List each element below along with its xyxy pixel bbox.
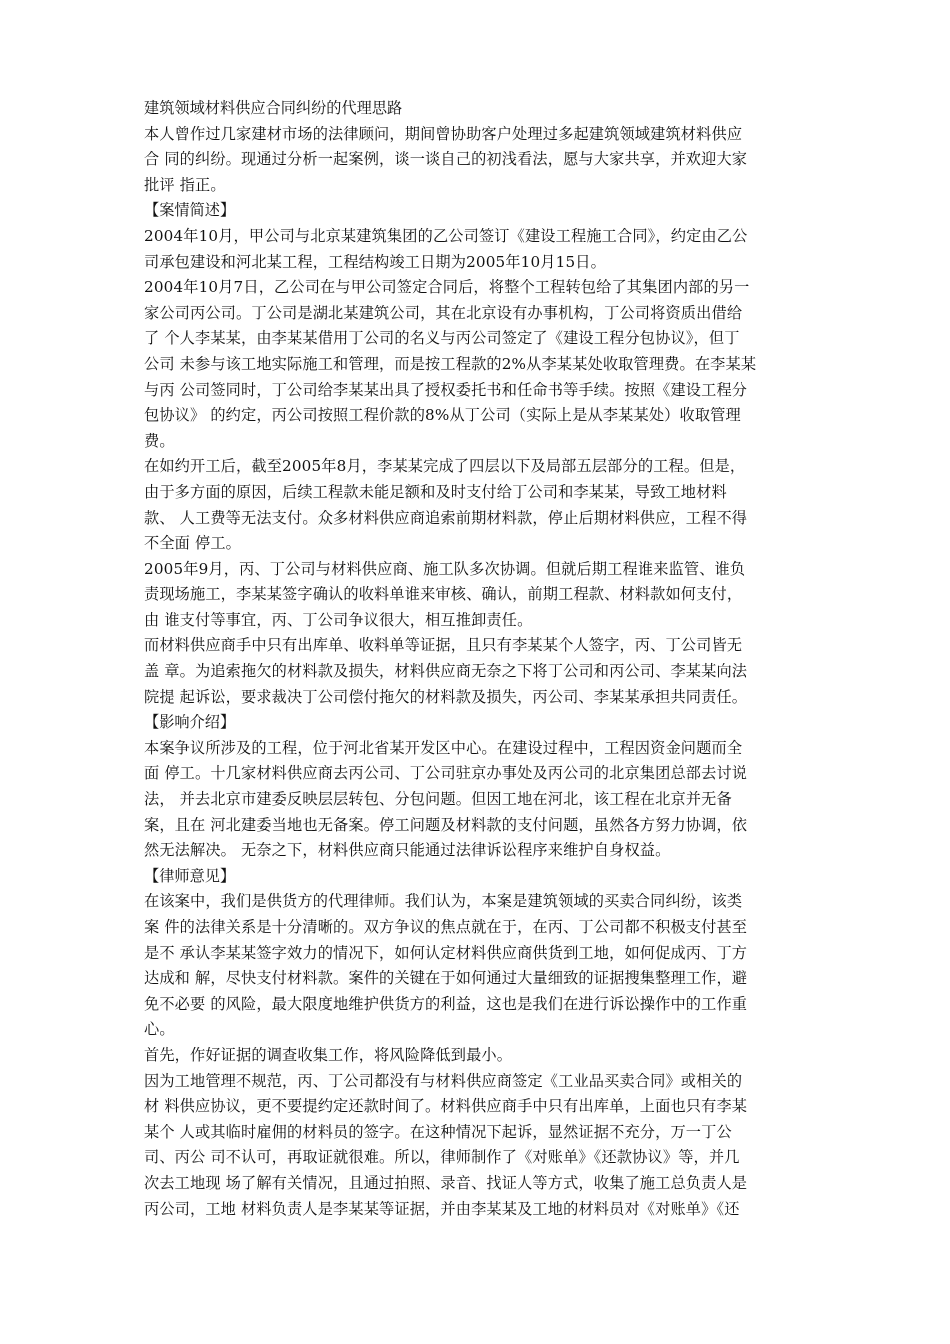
paragraph-line: 本案争议所涉及的工程，位于河北省某开发区中心。在建设过程中，工程因资金问题而全 xyxy=(144,738,743,757)
paragraph-line: 某个 人或其临时雇佣的材料员的签字。在这种情况下起诉，显然证据不充分，万一丁公 xyxy=(144,1122,732,1141)
paragraph-line: 司、丙公 司不认可，再取证就很难。所以，律师制作了《对账单》《还款协议》等，并几 xyxy=(144,1148,740,1167)
paragraph-line: 是不 承认李某某签字效力的情况下，如何认定材料供应商供货到工地，如何促成丙、丁方 xyxy=(144,943,748,962)
paragraph-line: 心。 xyxy=(144,1020,175,1039)
document-title: 建筑领域材料供应合同纠纷的代理思路 xyxy=(144,99,403,117)
paragraph-line: 2004年10月7日，乙公司在与甲公司签定合同后，将整个工程转包给了其集团内部的另一 xyxy=(144,278,750,297)
paragraph-line: 家公司丙公司。丁公司是湖北某建筑公司，其在北京设有办事机构，丁公司将资质出借给 xyxy=(144,303,743,322)
paragraph-line: 本人曾作过几家建材市场的法律顾问，期间曾协助客户处理过多起建筑领域建筑材料供应 xyxy=(144,124,743,143)
paragraph-line: 款、 人工费等无法支付。众多材料供应商追索前期材料款，停止后期材料供应，工程不得 xyxy=(144,508,748,527)
paragraph-line: 在如约开工后，截至2005年8月，李某某完成了四层以下及局部五层部分的工程。但是， xyxy=(144,457,746,476)
paragraph-line: 丙公司，工地 材料负责人是李某某等证据，并由李某某及工地的材料员对《对账单》《还 xyxy=(144,1199,740,1218)
paragraph-line: 案，且在 河北建委当地也无备案。停工问题及材料款的支付问题，虽然各方努力协调，依 xyxy=(144,815,748,834)
paragraph-line: 司承包建设和河北某工程，工程结构竣工日期为2005年10月15日。 xyxy=(144,252,606,271)
paragraph-line: 在该案中，我们是供货方的代理律师。我们认为，本案是建筑领域的买卖合同纠纷，该类 xyxy=(144,892,743,911)
paragraph-line: 达成和 解，尽快支付材料款。案件的关键在于如何通过大量细致的证据搜集整理工作，避 xyxy=(144,969,748,988)
paragraph-line: 案 件的法律关系是十分清晰的。双方争议的焦点就在于，在丙、丁公司都不积极支付甚至 xyxy=(144,918,748,936)
paragraph-line: 批评 指正。 xyxy=(144,175,226,194)
paragraph-line: 2005年9月，丙、丁公司与材料供应商、施工队多次协调。但就后期工程谁来监管、谁负 xyxy=(144,559,746,578)
paragraph-line: 盖 章。为追索拖欠的材料款及损失，材料供应商无奈之下将丁公司和丙公司、李某某向法 xyxy=(144,662,748,681)
paragraph-line: 因为工地管理不规范，丙、丁公司都没有与材料供应商签定《工业品买卖合同》或相关的 xyxy=(144,1071,743,1090)
paragraph-line: 首先，作好证据的调查收集工作，将风险降低到最小。 xyxy=(144,1045,513,1064)
paragraph-line: 而材料供应商手中只有出库单、收料单等证据，且只有李某某个人签字，丙、丁公司皆无 xyxy=(144,636,743,655)
paragraph-line: 包协议》 的约定，丙公司按照工程价款的8%从丁公司（实际上是从李某某处）收取管理 xyxy=(144,406,741,425)
paragraph-line: 院提 起诉讼，要求裁决丁公司偿付拖欠的材料款及损失，丙公司、李某某承担共同责任。 xyxy=(144,687,748,706)
paragraph-line: 合 同的纠纷。现通过分析一起案例，谈一谈自己的初浅看法，愿与大家共享，并欢迎大家 xyxy=(144,150,748,169)
paragraph-line: 法， 并去北京市建委反映层层转包、分包问题。但因工地在河北，该工程在北京并无备 xyxy=(144,790,732,809)
paragraph-line: 费。 xyxy=(144,431,175,450)
paragraph-line: 不全面 停工。 xyxy=(144,534,242,553)
paragraph-line: 与丙 公司签同时，丁公司给李某某出具了授权委托书和任命书等手续。按照《建设工程分 xyxy=(144,380,748,399)
section-heading-lawyer-opinion: 【律师意见】 xyxy=(144,866,236,885)
paragraph-line: 材 料供应协议，更不要提约定还款时间了。材料供应商手中只有出库单，上面也只有李某 xyxy=(144,1097,748,1116)
paragraph-line: 次去工地现 场了解有关情况，且通过拍照、录音、找证人等方式，收集了施工总负责人是 xyxy=(144,1173,748,1192)
document-page xyxy=(144,96,830,1222)
paragraph-line: 然无法解决。 无奈之下，材料供应商只能通过法律诉讼程序来维护自身权益。 xyxy=(144,841,671,860)
paragraph-line: 由 谁支付等事宜，丙、丁公司争议很大，相互推卸责任。 xyxy=(144,610,533,629)
paragraph-line: 面 停工。十几家材料供应商去丙公司、丁公司驻京办事处及丙公司的北京集团总部去讨说 xyxy=(144,764,748,783)
section-heading-case-summary: 【案情简述】 xyxy=(144,201,236,220)
paragraph-line: 了 个人李某某，由李某某借用丁公司的名义与丙公司签定了《建设工程分包协议》，但丁 xyxy=(144,329,740,348)
paragraph-line: 2004年10月，甲公司与北京某建筑集团的乙公司签订《建设工程施工合同》，约定由乙公 xyxy=(144,226,748,245)
paragraph-line: 公司 未参与该工地实际施工和管理，而是按工程款的2%从李某某处收取管理费。在李某某 xyxy=(144,354,757,373)
section-heading-impact: 【影响介绍】 xyxy=(144,713,236,732)
paragraph-line: 责现场施工，李某某签字确认的收料单谁来审核、确认，前期工程款、材料款如何支付， xyxy=(144,585,743,604)
paragraph-line: 免不必要 的风险，最大限度地维护供货方的利益，这也是我们在进行诉讼操作中的工作重 xyxy=(144,994,748,1013)
paragraph-line: 由于多方面的原因，后续工程款未能足额和及时支付给丁公司和李某某，导致工地材料 xyxy=(144,482,727,501)
